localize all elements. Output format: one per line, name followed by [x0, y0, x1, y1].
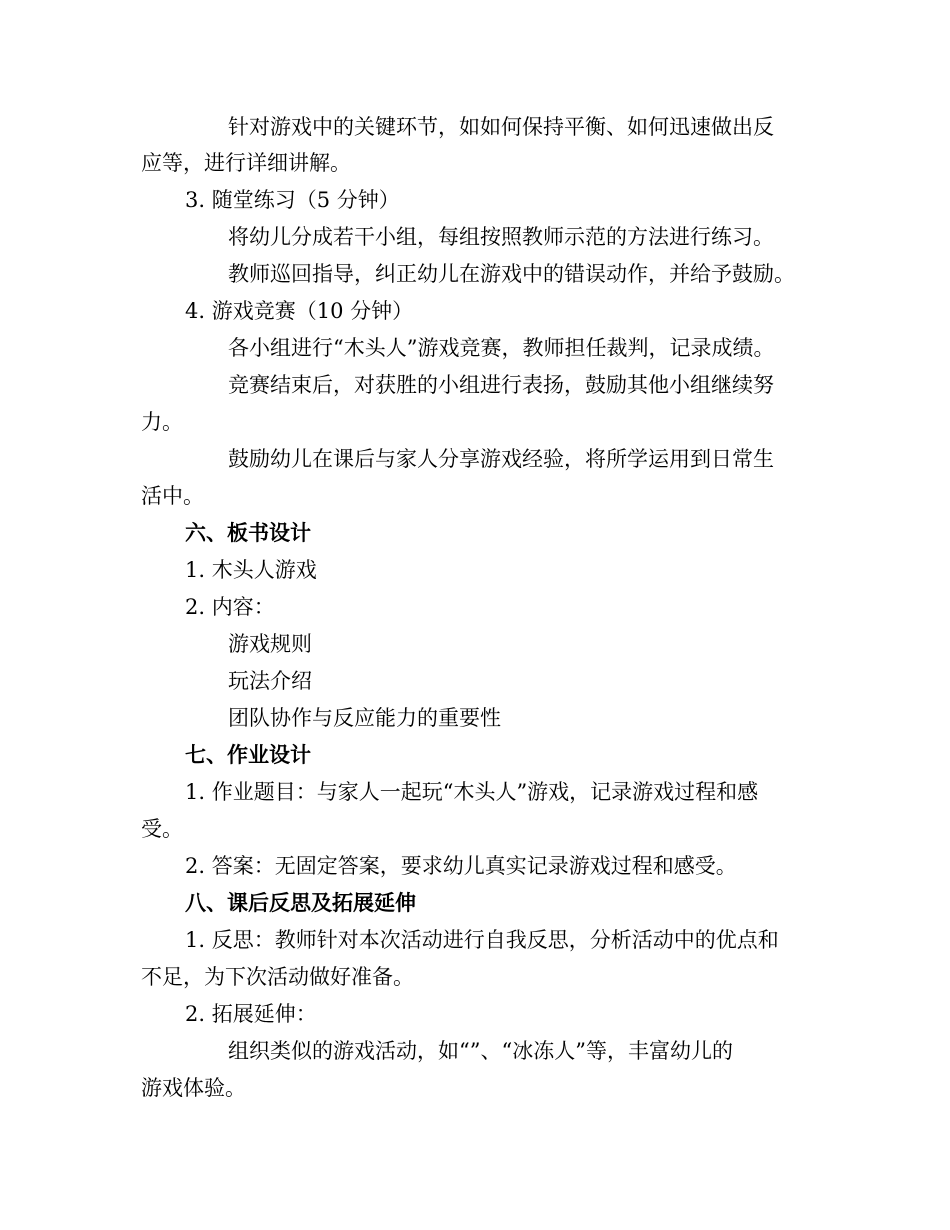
- paragraph-line: 教师巡回指导，纠正幼儿在游戏中的错误动作，并给予鼓励。: [228, 262, 795, 286]
- paragraph-line: 活中。: [141, 484, 204, 508]
- paragraph-line: 游戏体验。: [141, 1076, 246, 1100]
- section-heading: 六、板书设计: [185, 520, 311, 545]
- section-heading: 七、作业设计: [185, 742, 311, 767]
- paragraph-line: 不足，为下次活动做好准备。: [141, 965, 414, 989]
- paragraph-line: 各小组进行“木头人”游戏竞赛，教师担任裁判，记录成绩。: [228, 336, 775, 360]
- section-heading: 八、课后反思及拓展延伸: [185, 890, 416, 915]
- paragraph-line: 竞赛结束后，对获胜的小组进行表扬，鼓励其他小组继续努: [228, 373, 774, 397]
- paragraph-line: 鼓励幼儿在课后与家人分享游戏经验，将所学运用到日常生: [228, 447, 774, 471]
- paragraph-line: 组织类似的游戏活动，如“”、“冰冻人”等，丰富幼儿的: [228, 1039, 733, 1063]
- list-item: 2. 内容：: [185, 595, 275, 619]
- list-item: 3. 随堂练习（5 分钟）: [185, 188, 400, 212]
- list-item: 2. 拓展延伸：: [185, 1002, 317, 1026]
- paragraph-line: 应等，进行详细讲解。: [141, 151, 351, 175]
- paragraph-line: 受。: [141, 817, 183, 841]
- list-item: 4. 游戏竞赛（10 分钟）: [185, 299, 414, 323]
- paragraph-line: 游戏规则: [228, 632, 312, 656]
- list-item: 1. 作业题目：与家人一起玩“木头人”游戏，记录游戏过程和感: [185, 780, 759, 804]
- list-item: 1. 木头人游戏: [185, 558, 317, 582]
- paragraph-line: 针对游戏中的关键环节，如如何保持平衡、如何迅速做出反: [228, 115, 774, 139]
- list-item: 2. 答案：无固定答案，要求幼儿真实记录游戏过程和感受。: [185, 854, 737, 878]
- paragraph-line: 将幼儿分成若干小组，每组按照教师示范的方法进行练习。: [228, 225, 774, 249]
- paragraph-line: 力。: [141, 410, 183, 434]
- paragraph-line: 团队协作与反应能力的重要性: [228, 706, 501, 730]
- list-item: 1. 反思：教师针对本次活动进行自我反思，分析活动中的优点和: [185, 928, 779, 952]
- paragraph-line: 玩法介绍: [228, 669, 312, 693]
